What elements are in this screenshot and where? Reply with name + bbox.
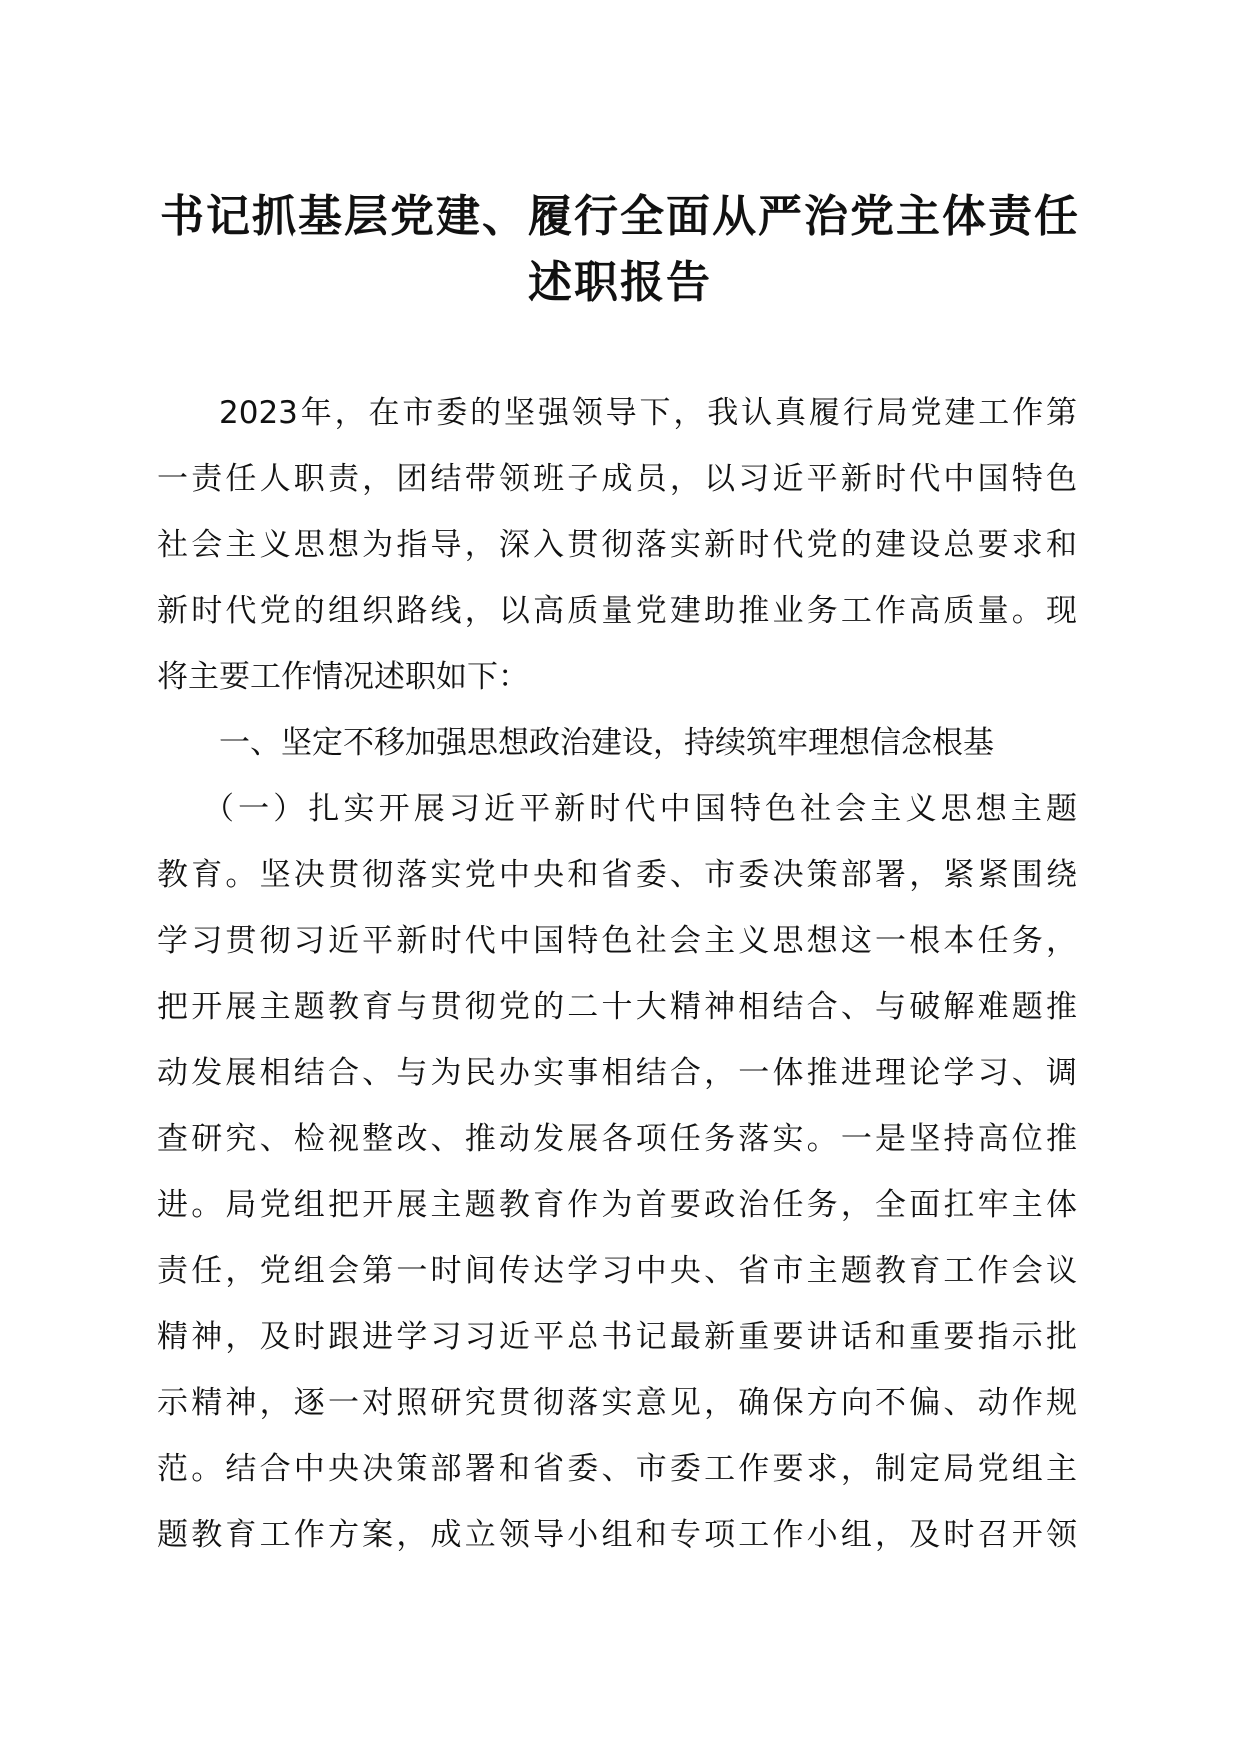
title-line-1: 书记抓基层党建、履行全面从严治党主体责任 xyxy=(160,191,1080,242)
body-line: 精神，及时跟进学习习近平总书记最新重要讲话和重要指示批 xyxy=(157,1319,1077,1355)
body-line: 查研究、检视整改、推动发展各项任务落实。一是坚持高位推 xyxy=(157,1121,1077,1157)
body-line: 范。结合中央决策部署和省委、市委工作要求，制定局党组主 xyxy=(157,1451,1077,1487)
title-line-2: 述职报告 xyxy=(528,257,712,308)
document-title xyxy=(150,184,1090,316)
body-line: 教育。坚决贯彻落实党中央和省委、市委决策部署，紧紧围绕 xyxy=(157,857,1077,893)
body-line: 2023年，在市委的坚强领导下，我认真履行局党建工作第 xyxy=(219,395,1077,431)
body-line: 新时代党的组织路线，以高质量党建助推业务工作高质量。现 xyxy=(157,593,1077,629)
body-line: 一责任人职责，团结带领班子成员，以习近平新时代中国特色 xyxy=(157,461,1077,497)
section-heading: 一、坚定不移加强思想政治建设，持续筑牢理想信念根基 xyxy=(219,725,994,761)
subsection-heading-line: （一）扎实开展习近平新时代中国特色社会主义思想主题 xyxy=(203,791,1077,827)
body-line: 责任，党组会第一时间传达学习中央、省市主题教育工作会议 xyxy=(157,1253,1077,1289)
body-line: 示精神，逐一对照研究贯彻落实意见，确保方向不偏、动作规 xyxy=(157,1385,1077,1421)
document-body xyxy=(157,380,1077,1568)
body-line: 学习贯彻习近平新时代中国特色社会主义思想这一根本任务， xyxy=(157,923,1077,959)
body-line: 进。局党组把开展主题教育作为首要政治任务，全面扛牢主体 xyxy=(157,1187,1077,1223)
body-line: 社会主义思想为指导，深入贯彻落实新时代党的建设总要求和 xyxy=(157,527,1077,563)
body-line: 动发展相结合、与为民办实事相结合，一体推进理论学习、调 xyxy=(157,1055,1077,1091)
body-line: 题教育工作方案，成立领导小组和专项工作小组，及时召开领 xyxy=(157,1517,1077,1553)
body-line: 把开展主题教育与贯彻党的二十大精神相结合、与破解难题推 xyxy=(157,989,1077,1025)
body-line: 将主要工作情况述职如下： xyxy=(157,659,529,695)
